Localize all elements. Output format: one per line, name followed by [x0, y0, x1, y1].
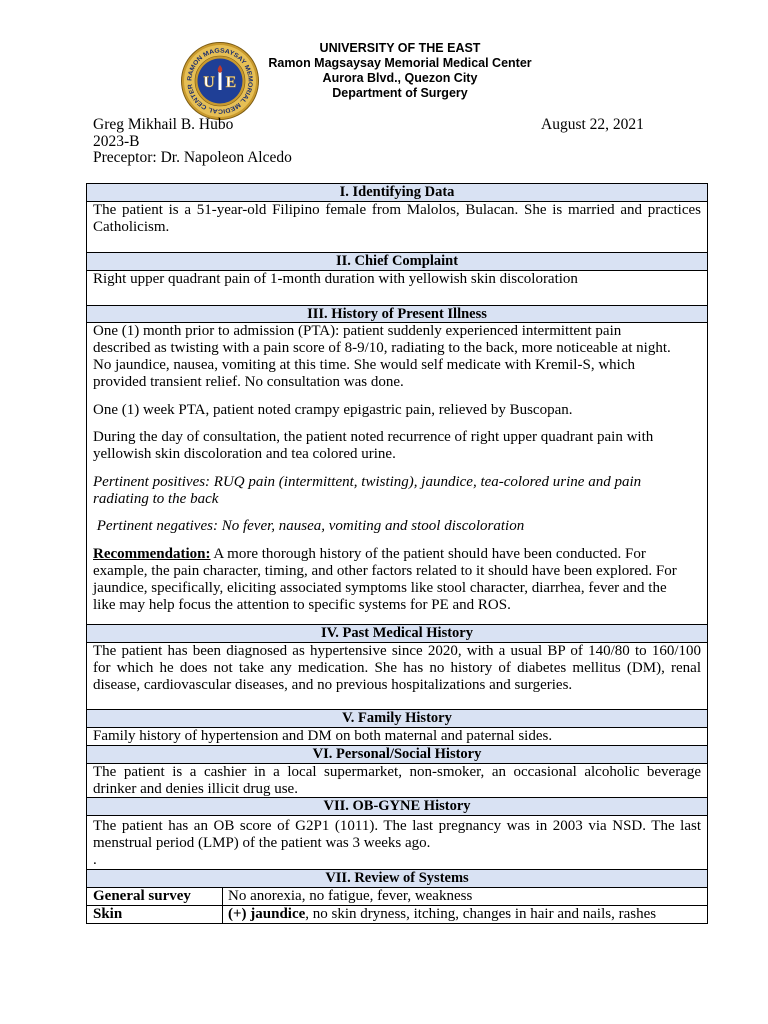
text-line: disease, cardiovascular diseases, and no previous hospitalizations and surgeries.	[93, 677, 573, 693]
section-header-personal-social-history: VI. Personal/Social History	[87, 746, 707, 764]
text-line: The patient is a 51-year-old Filipino female from Malolos, Bulacan. She is married and practices	[93, 202, 701, 218]
chief-complaint-content	[87, 271, 707, 306]
ros-findings: No anorexia, no fatigue, fever, weakness	[228, 888, 473, 904]
preceptor: Preceptor: Dr. Napoleon Alcedo	[93, 149, 292, 166]
section-header-family-history: V. Family History	[87, 710, 707, 728]
recommendation-label: Recommendation:	[93, 545, 211, 562]
paragraph-consultation	[93, 429, 701, 463]
section-header-identifying-data: I. Identifying Data	[87, 184, 707, 202]
address: Aurora Blvd., Quezon City	[322, 71, 478, 85]
text-line: Family history of hypertension and DM on both maternal and paternal sides.	[93, 728, 553, 744]
seal-ring-textpath: RAMON MAGSAYSAY MEMORIAL MEDICAL CENTER	[186, 47, 254, 115]
ros-row-skin	[87, 906, 707, 924]
text-line: One (1) week PTA, patient noted crampy epigastric pain, relieved by Buscopan.	[93, 401, 573, 418]
document-date: August 22, 2021	[541, 116, 644, 133]
ros-positive-finding: (+) jaundice	[228, 906, 306, 922]
text-line: The patient has an OB score of G2P1 (1011). The last pregnancy was in 2003 via NSD. The last	[93, 818, 701, 834]
paragraph-pertinent-negatives	[93, 518, 701, 535]
text-line: like may help focus the attention to specific systems for PE and ROS.	[93, 596, 511, 613]
identifying-data-content	[87, 202, 707, 253]
paragraph-pertinent-positives	[93, 474, 701, 508]
letterhead	[200, 41, 600, 101]
seal-initial-e: E	[225, 74, 237, 91]
text-line: The patient has been diagnosed as hypertensive since 2020, with a usual BP of 140/80 to 160/100	[93, 643, 701, 659]
text-line: .	[93, 852, 97, 868]
medical-center-name: Ramon Magsaysay Memorial Medical Center	[268, 56, 532, 70]
text-line: drinker and denies illicit drug use.	[93, 781, 298, 797]
text-line: One (1) month prior to admission (PTA): patient suddenly experienced intermittent pain	[93, 323, 622, 339]
text-line: example, the pain character, timing, and other factors related to it should have been explored. For	[93, 562, 677, 579]
family-history-content	[87, 728, 707, 746]
text-line: Pertinent negatives: No fever, nausea, vomiting and stool discoloration	[93, 518, 525, 534]
text-line: The patient is a cashier in a local supermarket, non-smoker, an occasional alcoholic beverage	[93, 764, 701, 780]
history-table	[86, 183, 708, 924]
text-line: yellowish skin discoloration and tea colored urine.	[93, 446, 396, 462]
ros-findings	[223, 906, 656, 923]
text-line: During the day of consultation, the patient noted recurrence of right upper quadrant pain with	[93, 429, 654, 445]
section-header-present-illness: III. History of Present Illness	[87, 306, 707, 323]
text-line: Pertinent positives: RUQ pain (intermittent, twisting), jaundice, tea-colored urine and pain	[93, 473, 642, 490]
section-header-ob-gyne-history: VII. OB-GYNE History	[87, 798, 707, 816]
department-name: Department of Surgery	[332, 86, 468, 100]
section-header-review-of-systems: VII. Review of Systems	[87, 870, 707, 888]
past-medical-history-content	[87, 643, 707, 710]
ros-negative-findings: , no skin dryness, itching, changes in hair and nails, rashes	[305, 906, 657, 922]
author-name: Greg Mikhail B. Hubo	[93, 116, 234, 133]
ros-system-label: General survey	[87, 888, 223, 905]
seal-initial-u: U	[203, 74, 215, 91]
text-line: No jaundice, nausea, vomiting at this time. She would self medicate with Kremil-S, which	[93, 357, 635, 373]
personal-social-history-content	[87, 764, 707, 798]
text-line	[93, 546, 701, 563]
ros-row-general-survey	[87, 888, 707, 906]
recommendation-text: A more thorough history of the patient should have been conducted. For	[213, 545, 646, 562]
section-header-chief-complaint: II. Chief Complaint	[87, 253, 707, 271]
text-line: Right upper quadrant pain of 1-month duration with yellowish skin discoloration	[93, 271, 578, 287]
author-info	[93, 117, 292, 167]
text-line: jaundice, specifically, eliciting associated symptoms like stool character, diarrhea, fever and the	[93, 579, 667, 596]
paragraph-one-week	[93, 402, 701, 419]
ros-system-label: Skin	[87, 906, 223, 923]
university-name: UNIVERSITY OF THE EAST	[319, 41, 481, 55]
text-line: radiating to the back	[93, 490, 219, 507]
text-line: provided transient relief. No consultation was done.	[93, 374, 404, 390]
paragraph-recommendation	[93, 546, 701, 614]
present-illness-content	[87, 323, 707, 625]
author-batch: 2023-B	[93, 132, 140, 150]
text-line: menstrual period (LMP) of the patient was 3 weeks ago.	[93, 835, 431, 851]
section-header-past-medical-history: IV. Past Medical History	[87, 625, 707, 643]
text-line: for which he does not take any medication. She has no history of diabetes mellitus (DM), renal	[93, 660, 701, 676]
paragraph-onset	[93, 323, 701, 391]
text-line: described as twisting with a pain score of 8-9/10, radiating to the back, more noticeable at night.	[93, 340, 671, 356]
text-line: Catholicism.	[93, 219, 170, 235]
ob-gyne-history-content	[87, 816, 707, 870]
